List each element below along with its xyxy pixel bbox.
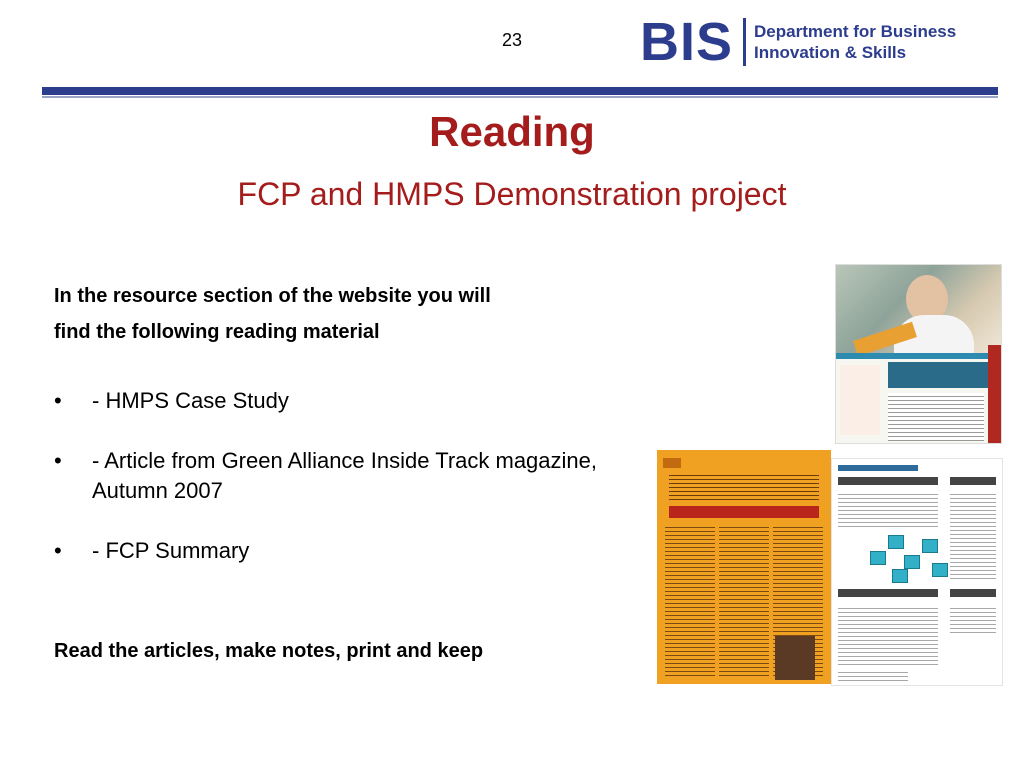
news-section-heading <box>950 589 996 597</box>
case-study-body-text <box>888 393 984 441</box>
closing-instruction: Read the articles, make notes, print and keep <box>54 640 484 662</box>
logo-text <box>754 21 956 63</box>
news-section-heading <box>950 477 996 485</box>
intro-line-1: In the resource section of the website you will <box>54 285 491 307</box>
slide-title: Reading <box>429 108 595 155</box>
list-item-text: - FCP Summary <box>92 538 250 563</box>
header-rule-thin <box>42 96 998 98</box>
bullet-icon: • <box>54 538 62 563</box>
tile-shape <box>870 551 886 565</box>
article-lead-text <box>669 472 819 502</box>
bullet-icon: • <box>54 388 62 413</box>
news-text-block <box>838 669 908 681</box>
tile-shape <box>932 563 948 577</box>
header-rule <box>42 87 998 95</box>
news-text-block <box>838 491 938 527</box>
case-study-sidebar-text <box>840 365 880 435</box>
bis-logo <box>640 12 957 72</box>
tile-shape <box>904 555 920 569</box>
article-headline-block <box>669 506 819 518</box>
tile-shape <box>888 535 904 549</box>
list-item-text: - HMPS Case Study <box>92 388 289 413</box>
author-portrait <box>775 636 815 680</box>
list-item <box>54 536 614 566</box>
list-item-text: - Article from Green Alliance Inside Track magazine, Autumn 2007 <box>92 448 597 503</box>
list-item <box>54 446 614 506</box>
logo-abbreviation: BIS <box>640 12 734 72</box>
logo-divider <box>743 18 746 66</box>
logo-line-2: Innovation & Skills <box>754 43 907 62</box>
slide-subtitle: FCP and HMPS Demonstration project <box>237 176 787 212</box>
news-text-block <box>950 605 996 635</box>
bullet-icon: • <box>54 448 62 473</box>
case-study-band <box>836 353 1001 359</box>
tile-shape <box>892 569 908 583</box>
case-study-side-bar <box>988 345 1001 443</box>
reading-list <box>54 386 614 596</box>
news-masthead <box>838 465 918 471</box>
article-column <box>719 524 769 678</box>
tile-shape <box>922 539 938 553</box>
article-column <box>665 524 715 678</box>
article-thumbnail <box>657 450 831 684</box>
news-text-block <box>950 491 996 581</box>
news-text-block <box>838 605 938 665</box>
news-section-heading <box>838 589 938 597</box>
news-page-thumbnail <box>831 458 1003 686</box>
news-section-heading <box>838 477 938 485</box>
intro-text <box>54 278 644 350</box>
article-logo-block <box>663 458 681 468</box>
page-number: 23 <box>501 30 523 50</box>
intro-line-2: find the following reading material <box>54 321 380 343</box>
news-tile-graphic <box>870 531 948 585</box>
case-study-heading-block <box>888 362 998 388</box>
logo-line-1: Department for Business <box>754 22 957 41</box>
list-item <box>54 386 614 416</box>
case-study-thumbnail <box>835 264 1002 444</box>
